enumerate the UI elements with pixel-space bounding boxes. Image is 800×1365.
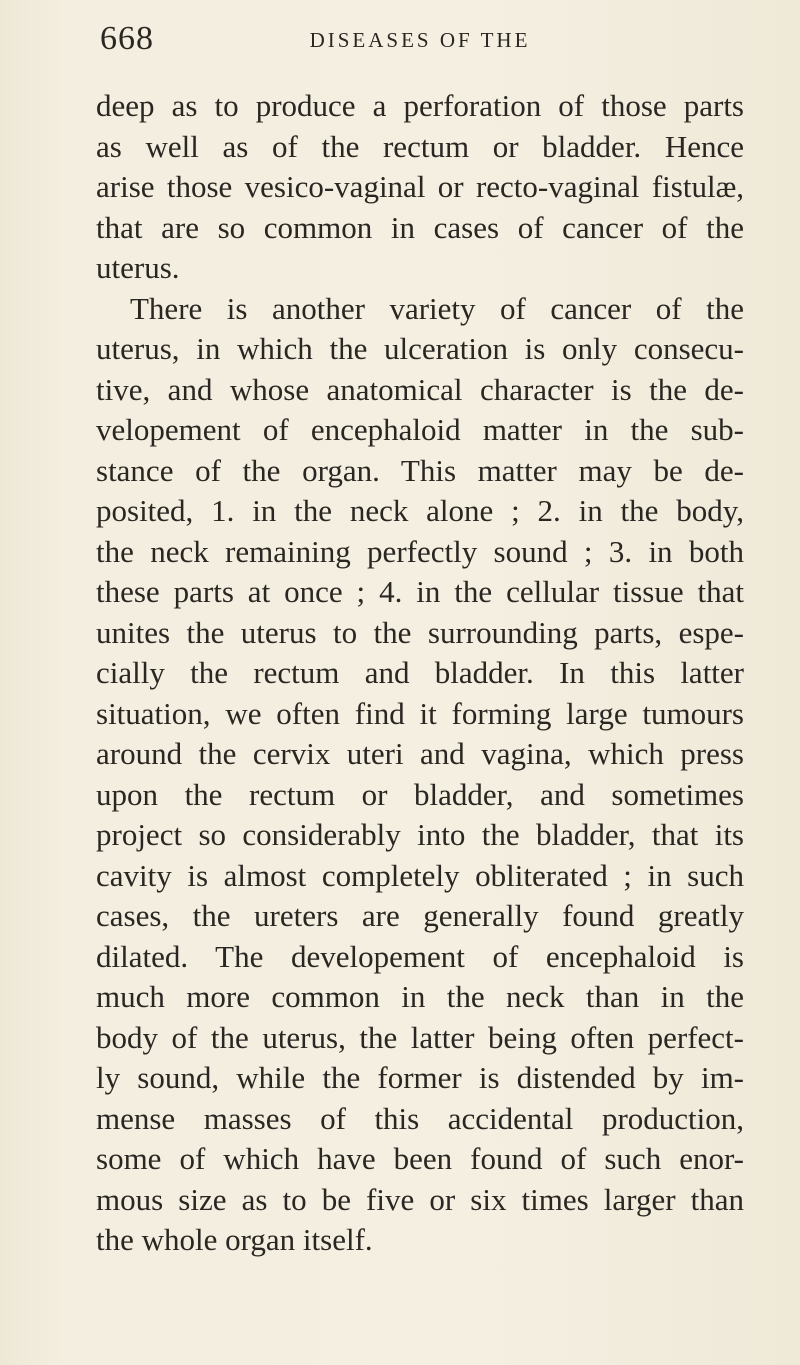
text-line: unites the uterus to the surrounding parts, espe- <box>96 614 744 650</box>
text-line: tive, and whose anatomical character is the de- <box>96 371 744 407</box>
paragraph-start-line: There is another variety of cancer of the <box>130 290 744 326</box>
text-line: dilated. The developement of encephaloid is <box>96 938 744 974</box>
text-line: upon the rectum or bladder, and sometimes <box>96 776 744 812</box>
text-line: cially the rectum and bladder. In this latter <box>96 655 744 690</box>
text-line: around the cervix uteri and vagina, which press <box>96 736 744 771</box>
text-line: cases, the ureters are generally found greatly <box>96 898 744 933</box>
text-line: velopement of encephaloid matter in the sub- <box>96 412 744 447</box>
text-line: as well as of the rectum or bladder. Hence <box>96 128 744 164</box>
body-text <box>96 86 744 1261</box>
text-line: uterus. <box>96 250 180 285</box>
text-line: situation, we often find it forming large tumours <box>96 695 744 731</box>
text-line: these parts at once ; 4. in the cellular tissue that <box>96 574 744 609</box>
text-line: arise those vesico-vaginal or recto-vaginal fistulæ, <box>96 169 744 204</box>
text-line: the neck remaining perfectly sound ; 3. in both <box>96 533 744 569</box>
text-line: project so considerably into the bladder, that its <box>96 817 744 852</box>
text-line: posited, 1. in the neck alone ; 2. in the body, <box>96 493 744 528</box>
text-line: body of the uterus, the latter being often perfect- <box>96 1019 744 1055</box>
text-line: deep as to produce a perforation of those parts <box>96 88 744 123</box>
text-line: that are so common in cases of cancer of the <box>96 209 744 245</box>
page-number: 668 <box>100 20 154 57</box>
text-line: mous size as to be five or six times larger than <box>96 1181 744 1217</box>
text-line: some of which have been found of such enor- <box>96 1141 744 1176</box>
text-line: uterus, in which the ulceration is only consecu- <box>96 331 744 366</box>
text-line: much more common in the neck than in the <box>96 979 744 1014</box>
text-line: cavity is almost completely obliterated ; in such <box>96 857 744 893</box>
text-line: stance of the organ. This matter may be de- <box>96 452 744 488</box>
text-line: the whole organ itself. <box>96 1222 373 1257</box>
text-line: ly sound, while the former is distended by im- <box>96 1060 744 1095</box>
running-head: DISEASES OF THE <box>309 28 531 52</box>
text-line: mense masses of this accidental production, <box>96 1100 744 1136</box>
